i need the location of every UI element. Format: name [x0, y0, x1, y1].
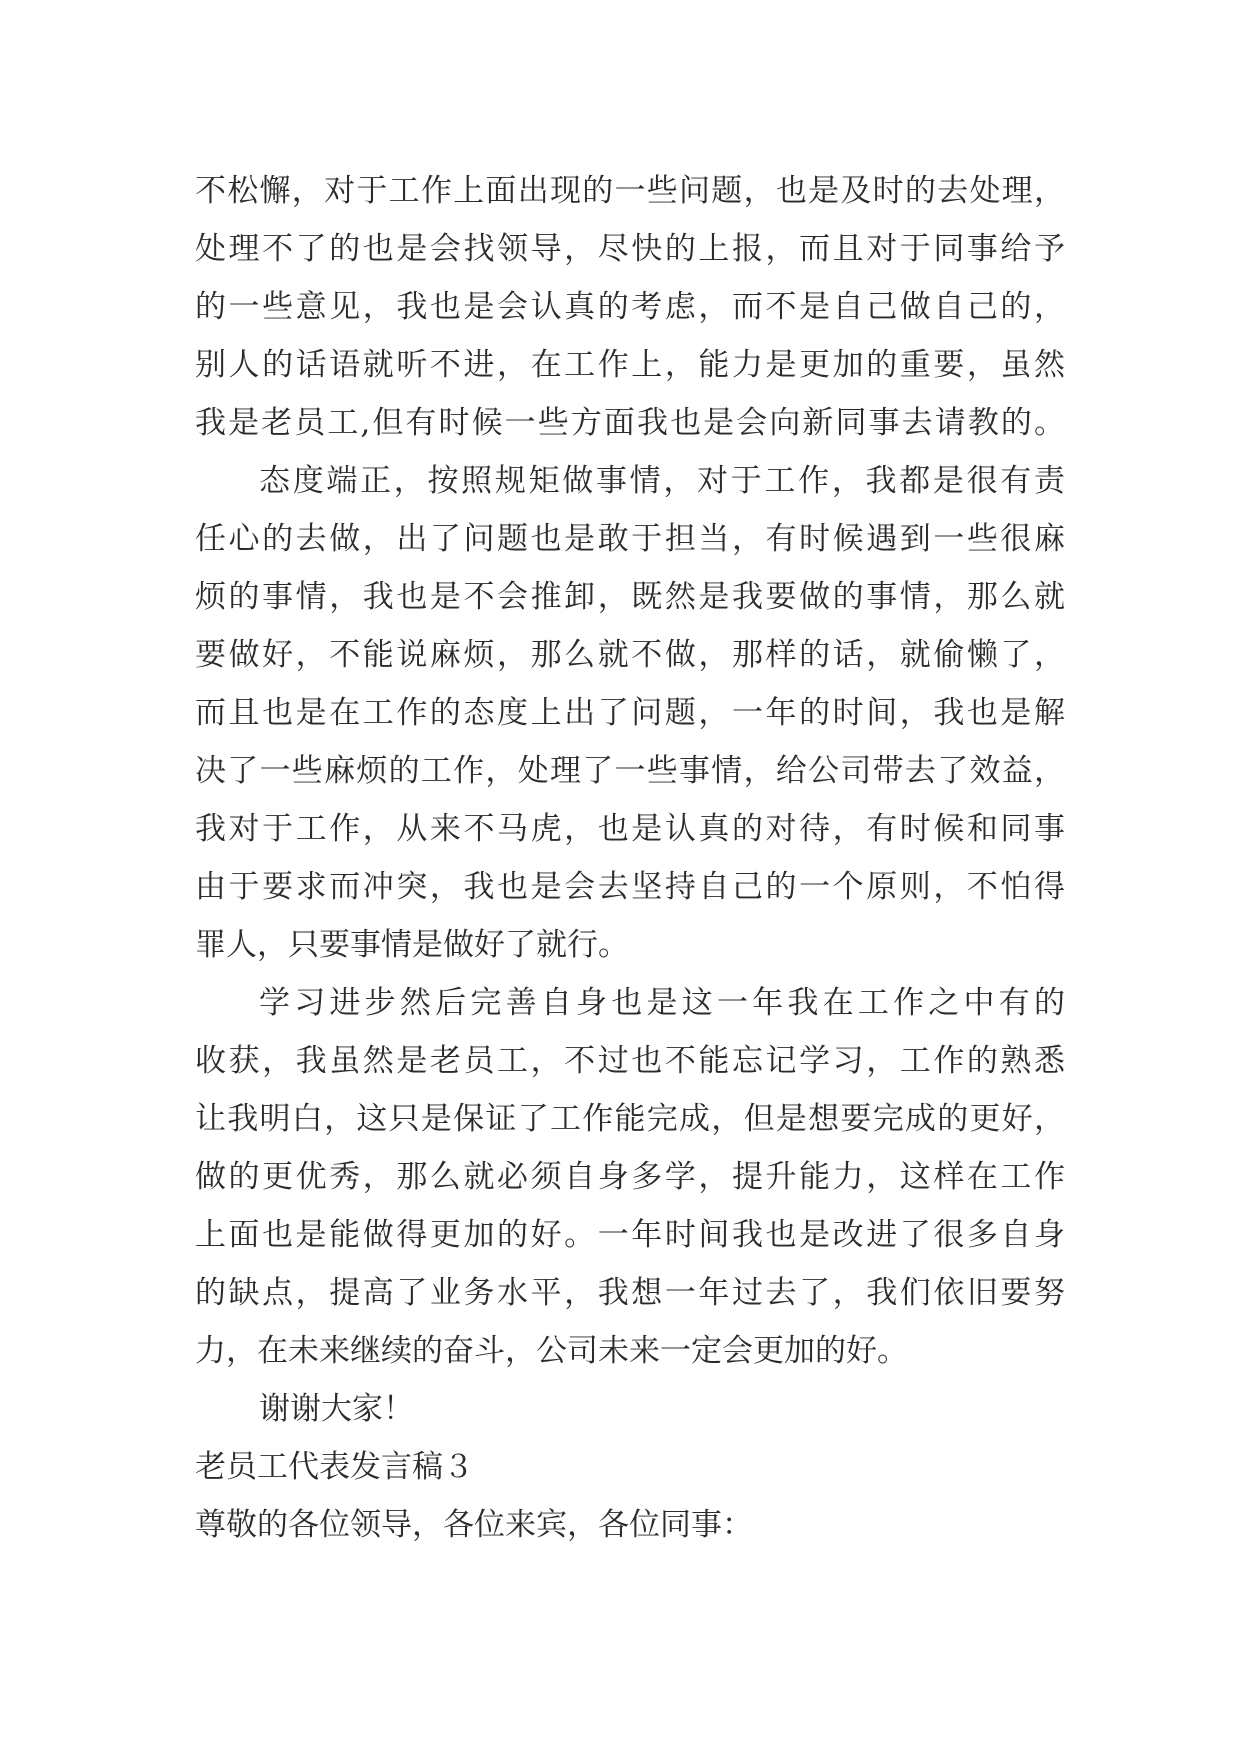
text-line: 上面也是能做得更加的好。一年时间我也是改进了很多自身	[195, 1217, 1065, 1253]
text-line: 做的更优秀，那么就必须自身多学，提升能力，这样在工作	[195, 1159, 1065, 1195]
paragraph-last-line: 力，在未来继续的奋斗，公司未来一定会更加的好。	[195, 1333, 908, 1369]
paragraph-first-line: 学习进步然后完善自身也是这一年我在工作之中有的	[259, 985, 1065, 1021]
text-line: 收获，我虽然是老员工，不过也不能忘记学习，工作的熟悉	[195, 1043, 1065, 1079]
text-line: 处理不了的也是会找领导，尽快的上报，而且对于同事给予	[195, 231, 1065, 267]
text-line: 而且也是在工作的态度上出了问题，一年的时间，我也是解	[195, 695, 1065, 731]
text-line: 的一些意见，我也是会认真的考虑，而不是自己做自己的，	[195, 289, 1065, 325]
paragraph-first-line: 态度端正，按照规矩做事情，对于工作，我都是很有责	[259, 463, 1065, 499]
text-line: 我对于工作，从来不马虎，也是认真的对待，有时候和同事	[195, 811, 1065, 847]
text-line: 的缺点，提高了业务水平，我想一年过去了，我们依旧要努	[195, 1275, 1065, 1311]
text-line: 任心的去做，出了问题也是敢于担当，有时候遇到一些很麻	[195, 521, 1065, 557]
salutation-line: 尊敬的各位领导，各位来宾，各位同事：	[195, 1507, 753, 1543]
section-heading: 老员工代表发言稿３	[195, 1449, 474, 1485]
text-line: 我是老员工,但有时候一些方面我也是会向新同事去请教的。	[195, 405, 1065, 441]
text-line: 烦的事情，我也是不会推卸，既然是我要做的事情，那么就	[195, 579, 1065, 615]
text-line: 别人的话语就听不进，在工作上，能力是更加的重要，虽然	[195, 347, 1065, 383]
document-body	[195, 162, 1065, 1554]
text-line: 不松懈，对于工作上面出现的一些问题，也是及时的去处理，	[195, 173, 1065, 209]
text-line: 由于要求而冲突，我也是会去坚持自己的一个原则，不怕得	[195, 869, 1065, 905]
text-line: 决了一些麻烦的工作，处理了一些事情，给公司带去了效益，	[195, 753, 1065, 789]
closing-line: 谢谢大家！	[259, 1391, 414, 1427]
paragraph-last-line: 罪人，只要事情是做好了就行。	[195, 927, 629, 963]
text-line: 要做好，不能说麻烦，那么就不做，那样的话，就偷懒了，	[195, 637, 1065, 673]
text-line: 让我明白，这只是保证了工作能完成，但是想要完成的更好，	[195, 1101, 1065, 1137]
